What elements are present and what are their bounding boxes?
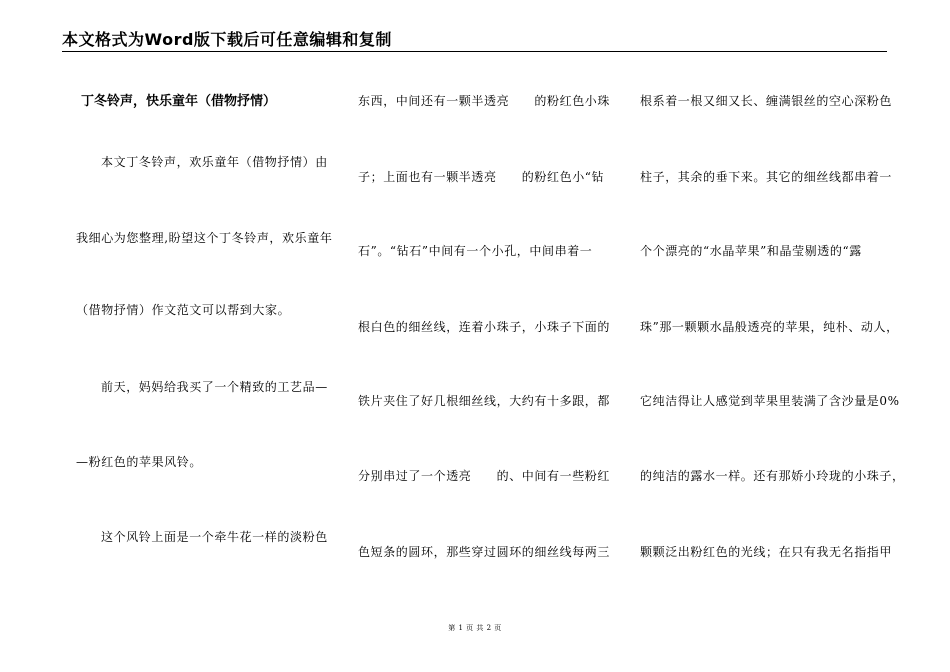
text-line: 我细心为您整理,盼望这个丁冬铃声，欢乐童年 [76,231,333,245]
text-line: 根系着一根又细又长、缠满银丝的空心深粉色 [640,94,893,108]
text-line: 珠”那一颗颗水晶般透亮的苹果，纯朴、动人， [640,320,899,334]
text-line: 前天，妈妈给我买了一个精致的工艺品— [101,380,328,394]
text-line: 铁片夹住了好几根细丝线，大约有十多跟，都 [358,394,611,408]
text-line: 根白色的细丝线，连着小珠子，小珠子下面的 [358,320,611,334]
text-line: 子；上面也有一颗半透亮 的粉红色小“钻 [358,170,605,184]
text-line: 东西，中间还有一颗半透亮 的粉红色小珠 [358,94,611,108]
article-title: 丁冬铃声，快乐童年（借物抒情） [81,94,277,109]
text-line: 这个风铃上面是一个牵牛花一样的淡粉色 [101,530,328,544]
text-line: 石”。“钻石”中间有一个小孔，中间串着一 [358,244,593,258]
text-line: 分别串过了一个透亮 的、中间有一些粉红 [358,469,611,483]
header-banner: 本文格式为Word版下载后可任意编辑和复制 [62,30,392,49]
text-line: 柱子，其余的垂下来。其它的细丝线都串着一 [640,170,893,184]
text-line: —粉红色的苹果风铃。 [76,455,203,469]
text-line: 的纯洁的露水一样。还有那娇小玲珑的小珠子， [640,469,905,483]
page-number: 第 1 页 共 2 页 [448,624,502,632]
text-line: 颗颗泛出粉红色的光线；在只有我无名指指甲 [640,545,893,559]
text-line: 本文丁冬铃声，欢乐童年（借物抒情）由 [101,155,328,169]
text-line: （借物抒情）作文范文可以帮到大家。 [76,303,291,317]
text-line: 色短条的圆环，那些穿过圆环的细丝线每两三 [358,545,611,559]
text-line: 个个漂亮的“水晶苹果”和晶莹剔透的“露 [640,244,862,258]
header-rule [62,51,887,52]
text-line: 它纯洁得让人感觉到苹果里装满了含沙量是0% [640,394,900,408]
